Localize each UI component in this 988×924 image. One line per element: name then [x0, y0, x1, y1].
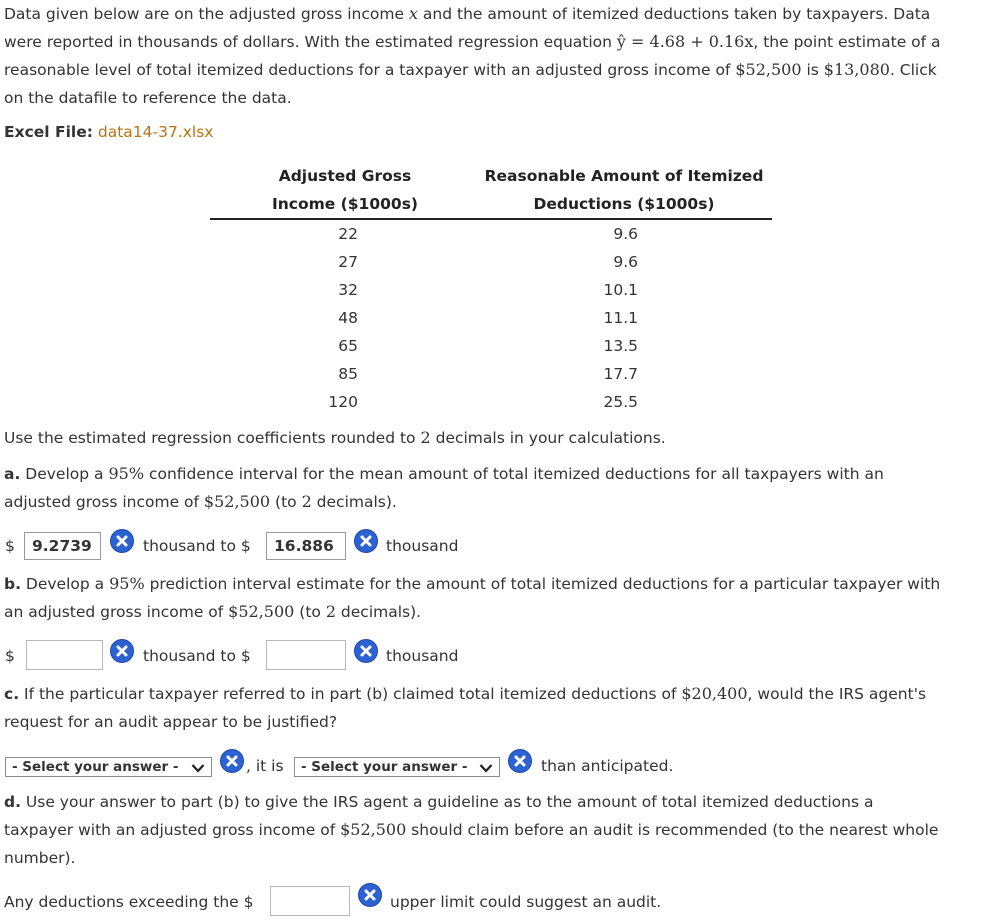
- part-c-end-text: than anticipated.: [541, 757, 674, 775]
- part-b-mid-text: thousand to $: [143, 647, 251, 665]
- part-c-select-2[interactable]: - Select your answer -: [294, 757, 500, 777]
- part-b-lower-input[interactable]: [26, 640, 103, 670]
- part-b-answer-row: [0, 642, 988, 672]
- chevron-down-icon: [479, 761, 493, 779]
- income-column-header: Adjusted Gross Income ($1000s): [271, 167, 419, 213]
- intro-line-3: reasonable level of total itemized deductions for a taxpayer with an adjusted gross income of $52,500 is $13,080. Click: [4, 60, 937, 79]
- income-cell: 48: [338, 309, 358, 327]
- part-d-question-line-2: taxpayer with an adjusted gross income of $52,500 should claim before an audit is recommended (to the nearest whole: [4, 820, 939, 839]
- part-c-question-line-2: request for an audit appear to be justified?: [4, 713, 338, 731]
- table-row: [210, 360, 772, 388]
- deductions-cell: 11.1: [603, 309, 638, 327]
- part-b-upper-input[interactable]: [266, 640, 346, 670]
- intro-line-1: Data given below are on the adjusted gross income x and the amount of itemized deductions taken by taxpayers. Data: [4, 4, 931, 23]
- deductions-column-header: Reasonable Amount of Itemized Deductions ($1000s): [484, 167, 764, 213]
- part-a-upper-input[interactable]: 16.886: [266, 532, 346, 560]
- income-cell: 120: [328, 393, 358, 411]
- part-d-prefix: Any deductions exceeding the $: [4, 893, 254, 911]
- table-row: [210, 388, 772, 416]
- x-circle-icon: [358, 883, 382, 907]
- part-d-suffix: upper limit could suggest an audit.: [390, 893, 662, 911]
- table-row: [210, 220, 772, 248]
- deductions-cell: 25.5: [603, 393, 638, 411]
- table-row: [210, 276, 772, 304]
- income-cell: 65: [338, 337, 358, 355]
- deductions-cell: 9.6: [613, 253, 638, 271]
- intro-line-4: on the datafile to reference the data.: [4, 89, 292, 107]
- table-body: [210, 220, 772, 416]
- x-circle-icon: [354, 529, 378, 553]
- x-circle-icon: [508, 749, 532, 773]
- income-cell: 32: [338, 281, 358, 299]
- x-circle-icon: [354, 639, 378, 663]
- dollar-sign: $: [5, 647, 15, 665]
- chevron-down-icon: [191, 761, 205, 779]
- data-table: [210, 162, 772, 416]
- part-c-select-1[interactable]: - Select your answer -: [5, 757, 212, 777]
- income-cell: 85: [338, 365, 358, 383]
- deductions-cell: 17.7: [603, 365, 638, 383]
- x-circle-icon: [110, 639, 134, 663]
- part-c-answer-row: [0, 752, 988, 782]
- deductions-cell: 9.6: [613, 225, 638, 243]
- part-a-answer-row: [0, 532, 988, 562]
- part-c-question-line-1: c. If the particular taxpayer referred to in part (b) claimed total itemized deductions of $20,400, would the IRS agent's: [4, 684, 927, 703]
- intro-line-2: were reported in thousands of dollars. With the estimated regression equation ŷ = 4.68 + 0.16x, the point estimate of a: [4, 32, 941, 51]
- part-b-question-line-1: b. Develop a 95% prediction interval estimate for the amount of total itemized deductions for a particular taxpayer with: [4, 574, 941, 593]
- part-d-question-line-1: d. Use your answer to part (b) to give the IRS agent a guideline as to the amount of total itemized deductions a: [4, 793, 874, 811]
- excel-file-link[interactable]: data14-37.xlsx: [97, 123, 214, 141]
- deductions-cell: 13.5: [603, 337, 638, 355]
- x-circle-icon: [220, 749, 244, 773]
- deductions-cell: 10.1: [603, 281, 638, 299]
- part-b-end-text: thousand: [386, 647, 459, 665]
- regression-equation: ŷ = 4.68 + 0.16x: [616, 32, 754, 51]
- table-row: [210, 248, 772, 276]
- part-c-mid-text: , it is: [246, 757, 284, 775]
- table-row: [210, 332, 772, 360]
- rounding-note: Use the estimated regression coefficients rounded to 2 decimals in your calculations.: [4, 428, 666, 447]
- part-a-mid-text: thousand to $: [143, 537, 251, 555]
- excel-file-line: Excel File: data14-37.xlsx: [4, 123, 214, 141]
- part-a-question-line-2: adjusted gross income of $52,500 (to 2 decimals).: [4, 492, 397, 511]
- x-circle-icon: [110, 529, 134, 553]
- part-a-end-text: thousand: [386, 537, 459, 555]
- part-d-input[interactable]: [270, 886, 350, 916]
- table-row: [210, 304, 772, 332]
- part-a-lower-input[interactable]: 9.2739: [24, 532, 101, 560]
- income-cell: 27: [338, 253, 358, 271]
- part-b-question-line-2: an adjusted gross income of $52,500 (to 2 decimals).: [4, 602, 422, 621]
- table-header: [210, 162, 772, 220]
- dollar-sign: $: [5, 537, 15, 555]
- part-d-answer-row: [0, 888, 988, 918]
- part-d-question-line-3: number).: [4, 849, 76, 867]
- part-a-question-line-1: a. Develop a 95% confidence interval for the mean amount of total itemized deductions for all taxpayers with an: [4, 464, 884, 483]
- income-cell: 22: [338, 225, 358, 243]
